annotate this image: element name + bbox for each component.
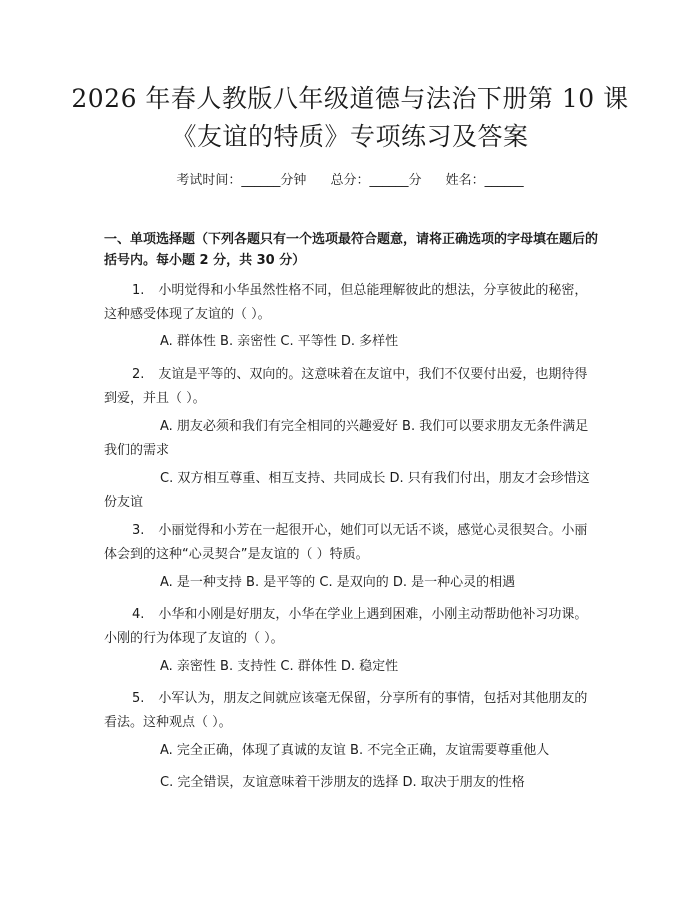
question-2-options-b: C. 双方相互尊重、相互支持、共同成长 D. 只有我们付出，朋友才会珍惜这份友谊	[104, 471, 590, 510]
question-number: 5.	[132, 691, 145, 706]
score-unit: 分	[408, 173, 422, 188]
question-2	[104, 363, 600, 411]
question-2-options-a: A. 朋友必须和我们有完全相同的兴趣爱好 B. 我们可以要求朋友无条件满足我们的需求	[104, 419, 589, 458]
score-blank: ______	[369, 173, 409, 188]
question-1-options: A. 群体性 B. 亲密性 C. 平等性 D. 多样性	[160, 334, 399, 349]
time-blank: ______	[241, 173, 281, 188]
question-3	[104, 519, 600, 567]
exam-score	[330, 173, 421, 188]
exam-time	[176, 173, 306, 188]
question-text: 小明觉得和小华虽然性格不同，但总能理解彼此的想法，分享彼此的秘密，这种感受体现了友谊的（ ）。	[104, 283, 588, 322]
time-label: 考试时间：	[176, 173, 242, 188]
question-text: 友谊是平等的、双向的。这意味着在友谊中，我们不仅要付出爱，也期待得到爱，并且（ ）。	[104, 367, 588, 406]
question-number: 3.	[132, 523, 145, 538]
question-text: 小丽觉得和小芳在一起很开心，她们可以无话不谈，感觉心灵很契合。小丽体会到的这种“心灵契合”是友谊的（ ）特质。	[104, 523, 588, 562]
exam-meta	[0, 169, 700, 188]
section-heading: 一、单项选择题（下列各题只有一个选项最符合题意，请将正确选项的字母填在题后的括号内。每小题 2 分，共 30 分）	[104, 232, 599, 268]
time-unit: 分钟	[280, 173, 307, 188]
exam-name	[446, 173, 524, 188]
question-5	[104, 687, 600, 735]
question-text: 小华和小刚是好朋友，小华在学业上遇到困难，小刚主动帮助他补习功课。小刚的行为体现了友谊的（ ）。	[104, 607, 588, 646]
question-5-options-a: A. 完全正确，体现了真诚的友谊 B. 不完全正确，友谊需要尊重他人	[160, 743, 550, 758]
question-1	[104, 279, 600, 327]
question-number: 1.	[132, 283, 145, 298]
question-number: 2.	[132, 367, 145, 382]
question-4	[104, 603, 600, 651]
question-4-options: A. 亲密性 B. 支持性 C. 群体性 D. 稳定性	[160, 659, 399, 674]
name-blank: ______	[484, 173, 524, 188]
document-title: 2026 年春人教版八年级道德与法治下册第 10 课《友谊的特质》专项练习及答案	[71, 84, 629, 151]
question-number: 4.	[132, 607, 145, 622]
score-label: 总分：	[330, 173, 370, 188]
question-text: 小军认为，朋友之间就应该毫无保留，分享所有的事情，包括对其他朋友的看法。这种观点（ ）。	[104, 691, 588, 730]
question-5-options-b: C. 完全错误，友谊意味着干涉朋友的选择 D. 取决于朋友的性格	[160, 775, 525, 790]
name-label: 姓名：	[445, 173, 485, 188]
question-3-options: A. 是一种支持 B. 是平等的 C. 是双向的 D. 是一种心灵的相遇	[160, 575, 516, 590]
